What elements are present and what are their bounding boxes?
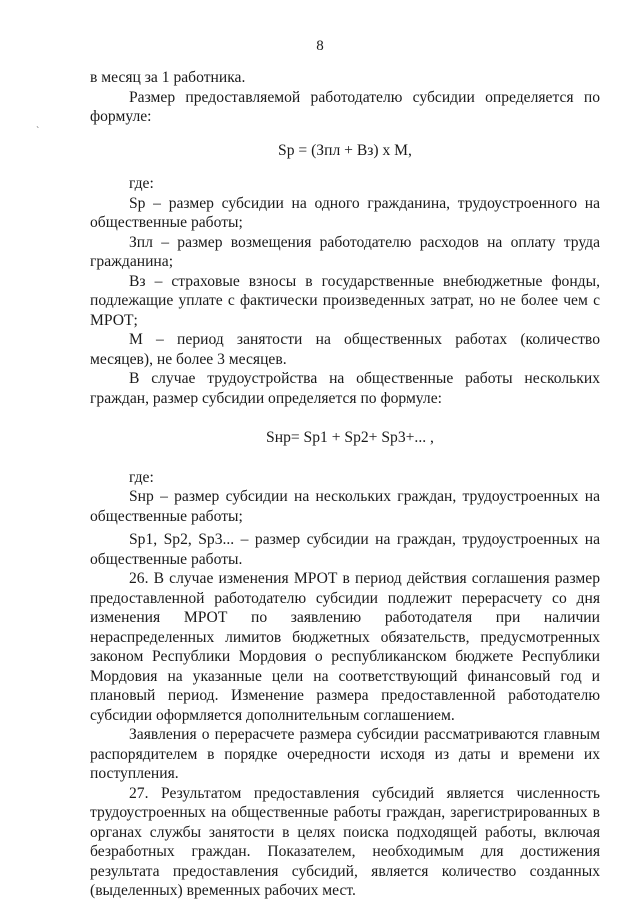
stray-mark: ` — [36, 126, 40, 137]
definition-m: М – период занятости на общественных работах (количество месяцев), не более 3 месяцев. — [90, 331, 600, 368]
paragraph: Размер предоставляемой работодателю субсидии определяется по формуле: — [90, 88, 600, 125]
paragraph: В случае трудоустройства на общественные работы нескольких граждан, размер субсидии определяется по формуле: — [90, 370, 600, 407]
page-number: 8 — [316, 38, 324, 54]
formula-multiple-citizens: Sнр= Sp1 + Sp2+ Sp3+... , — [266, 429, 434, 446]
clause-27: 27. Результатом предоставления субсидий является численность трудоустроенных на общественные работы граждан, зарегистрированных в органах службы занятости в целях поиска подходящей работы, включая безработных граждан. Показателем, необходимым для достижения результата предоставления субсидий, является количество созданных (выделенных) временных рабочих мест. — [90, 784, 600, 899]
definition-snr: Sнр – размер субсидии на нескольких граждан, трудоустроенных на общественные работы; — [90, 488, 600, 525]
document-body — [90, 68, 600, 901]
definition-sp: Sp – размер субсидии на одного гражданина, трудоустроенного на общественные работы; — [90, 194, 600, 231]
clause-26: 26. В случае изменения МРОТ в период действия соглашения размер предоставленной работодателю субсидии подлежит перерасчету со дня изменения МРОТ по заявлению работодателя при наличии нераспределенных лимитов бюджетных обязательств, предусмотренных законом Республики Мордовия о республиканском бюджете Республики Мордовия на указанные цели на соответствующий финансовый год и плановый период. Изменение размера предоставленной работодателю субсидии оформляется дополнительным соглашением. — [90, 570, 600, 724]
paragraph: Заявления о перерасчете размера субсидии рассматриваются главным распорядителем в порядке очередности исходя из даты и времени их поступления. — [90, 726, 600, 782]
where-label: где: — [129, 175, 154, 192]
formula-single-citizen: Sp = (Зпл + Вз) х М, — [278, 141, 412, 159]
definition-zpl: Зпл – размер возмещения работодателю расходов на оплату труда гражданина; — [90, 233, 600, 270]
definition-vz: Вз – страховые взносы в государственные внебюджетные фонды, подлежащие уплате с фактически произведенных затрат, но не более чем с МРОТ; — [90, 272, 600, 329]
where-label: где: — [129, 468, 154, 486]
paragraph: в месяц за 1 работника. — [90, 69, 246, 86]
definition-sp123: Sp1, Sp2, Sp3... – размер субсидии на граждан, трудоустроенных на общественные работы. — [90, 531, 600, 568]
